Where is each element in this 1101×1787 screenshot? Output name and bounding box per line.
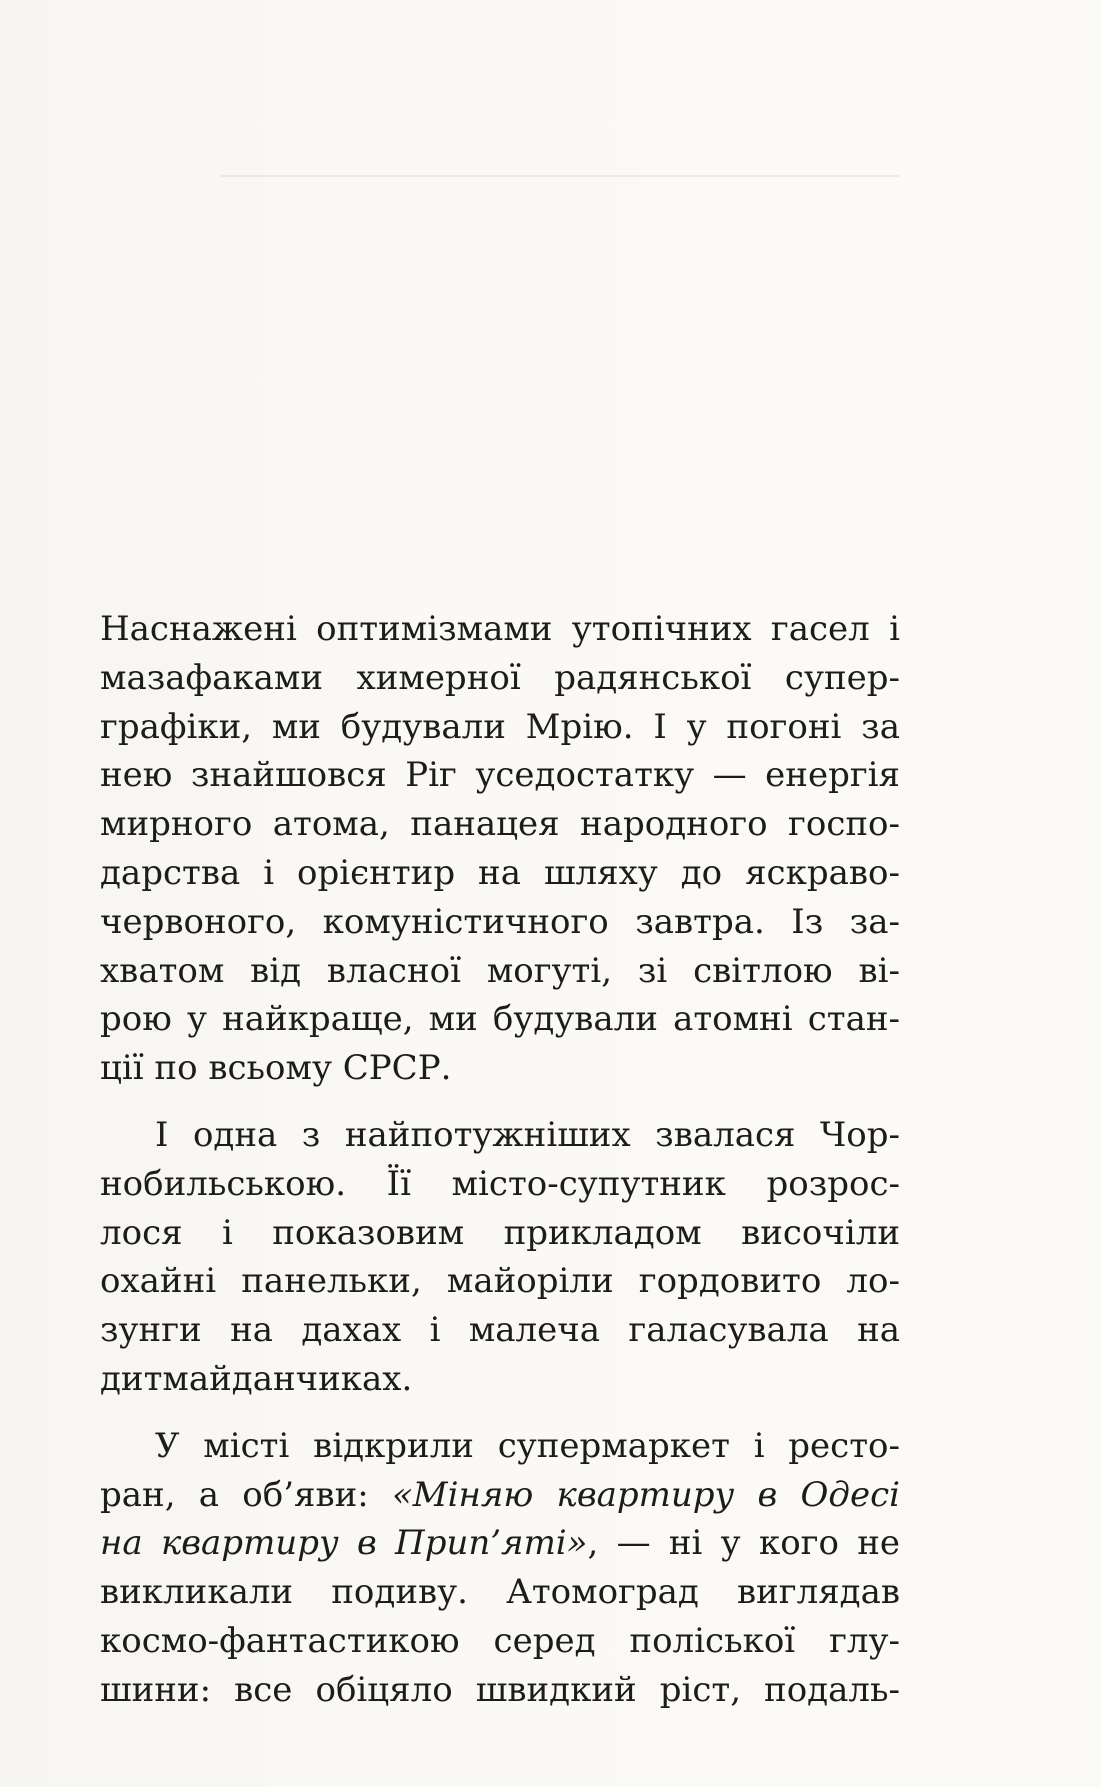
text-line: дитмайданчиках. [100, 1358, 413, 1399]
paragraph-3 [100, 1422, 900, 1715]
text-line: дарства і орієнтир на шляху до яскраво- [100, 852, 900, 893]
text-line: нобильською. Її місто-супутник розрос- [100, 1163, 900, 1204]
show-through-rule [220, 175, 900, 177]
text-line: Наснажені оптимізмами утопічних гасел і [100, 609, 900, 649]
text-line: мирного атома, панацея народного госпо- [100, 804, 900, 845]
text-fragment: ран, а об’яви: [100, 1474, 392, 1515]
text-line-mixed [100, 1519, 900, 1568]
quote-italic: «Міняю квартиру в Одесі [391, 1474, 900, 1515]
text-line: нею знайшовся Ріг уседостатку — енергія [100, 755, 900, 796]
text-line: рою у найкраще, ми будували атомні стан- [100, 999, 900, 1040]
text-fragment: , — ні у кого не [587, 1523, 900, 1564]
text-line: охайні панельки, майоріли гордовито ло- [100, 1261, 900, 1302]
text-line: червоного, комуністичного завтра. Із за- [100, 901, 900, 942]
body-text [100, 605, 900, 1715]
text-line: графіки, ми будували Мрію. І у погоні за [100, 706, 900, 747]
text-line: У місті відкрили супермаркет і ресто- [155, 1425, 900, 1466]
text-line: викликали подиву. Атомоград виглядав [100, 1572, 900, 1613]
text-line: І одна з найпотужніших звалася Чор- [155, 1114, 900, 1155]
paragraph-2 [100, 1111, 900, 1404]
text-line: ції по всьому СРСР. [100, 1048, 452, 1089]
text-line: шини: все обіцяло швидкий ріст, подаль- [100, 1669, 900, 1710]
text-line-mixed [100, 1471, 900, 1520]
quote-italic: на квартиру в Прип’яті» [100, 1523, 588, 1564]
text-line: хватом від власної могуті, зі світлою ві- [100, 950, 900, 991]
paragraph-1 [100, 605, 900, 1093]
text-line: мазафаками химерної радянської супер- [100, 657, 900, 698]
text-line: космо-фантастикою серед поліської глу- [100, 1620, 900, 1661]
text-line: зунги на дахах і малеча галасувала на [100, 1310, 900, 1351]
text-line: лося і показовим прикладом височіли [100, 1212, 900, 1253]
